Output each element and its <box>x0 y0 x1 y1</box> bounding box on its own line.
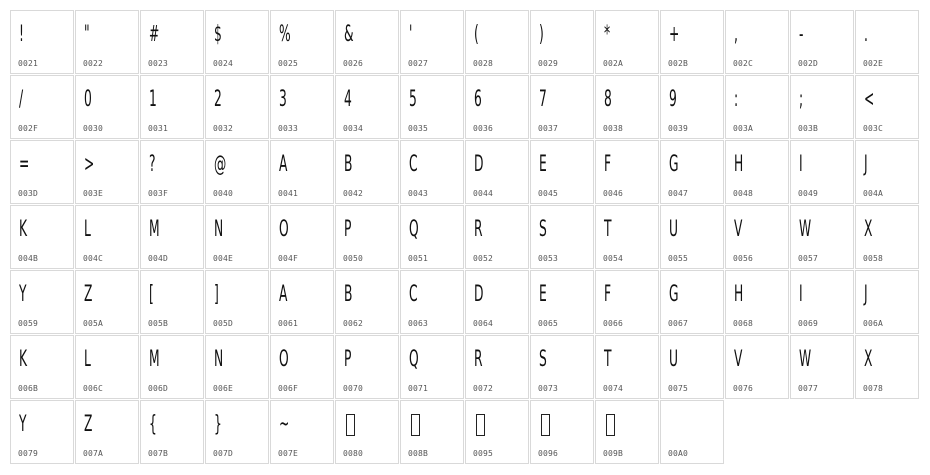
glyph-cell <box>725 140 789 204</box>
glyph-code: 0051 <box>408 254 429 263</box>
glyph-cell <box>400 10 464 74</box>
glyph-cell <box>465 75 529 139</box>
glyph-cell <box>10 400 74 464</box>
glyph-cell <box>205 270 269 334</box>
glyph-cell <box>400 140 464 204</box>
glyph-cell <box>10 10 74 74</box>
glyph-cell <box>790 75 854 139</box>
glyph-cell <box>270 10 334 74</box>
glyph-cell <box>465 335 529 399</box>
glyph-char: , <box>734 22 738 47</box>
glyph-code: 002D <box>798 59 819 68</box>
glyph-code: 0058 <box>863 254 884 263</box>
glyph-char: < <box>864 87 875 112</box>
glyph-code: 0027 <box>408 59 429 68</box>
glyph-char: F <box>604 152 612 177</box>
glyph-cell <box>140 335 204 399</box>
glyph-char: # <box>149 22 160 47</box>
glyph-char: U <box>669 217 678 242</box>
glyph-cell <box>465 400 529 464</box>
glyph-code: 0033 <box>278 124 299 133</box>
glyph-char: ; <box>799 87 804 112</box>
glyph-char: J <box>864 282 868 307</box>
glyph-char: 9 <box>669 87 677 112</box>
glyph-cell <box>10 270 74 334</box>
glyph-cell <box>465 140 529 204</box>
glyph-char: : <box>734 87 739 112</box>
glyph-char: 8 <box>604 87 612 112</box>
glyph-char: " <box>84 22 90 47</box>
glyph-grid <box>10 10 920 465</box>
glyph-cell <box>790 335 854 399</box>
glyph-char: G <box>669 152 679 177</box>
glyph-char: L <box>84 347 91 372</box>
glyph-char: E <box>539 152 547 177</box>
glyph-code: 0063 <box>408 319 429 328</box>
glyph-code: 0036 <box>473 124 494 133</box>
glyph-char: @ <box>214 152 227 177</box>
glyph-cell <box>530 75 594 139</box>
glyph-char: 6 <box>474 87 482 112</box>
glyph-char: T <box>604 217 612 242</box>
glyph-cell <box>725 205 789 269</box>
glyph-code: 005B <box>148 319 169 328</box>
glyph-cell <box>530 10 594 74</box>
glyph-cell <box>660 75 724 139</box>
glyph-cell <box>660 400 724 464</box>
glyph-notdef-box <box>541 414 550 436</box>
glyph-code: 0079 <box>18 449 39 458</box>
glyph-cell <box>530 270 594 334</box>
glyph-cell <box>595 140 659 204</box>
glyph-code: 0045 <box>538 189 559 198</box>
glyph-cell <box>75 335 139 399</box>
glyph-code: 0066 <box>603 319 624 328</box>
glyph-char: O <box>279 217 289 242</box>
glyph-cell <box>335 270 399 334</box>
glyph-char: * <box>604 22 611 47</box>
glyph-code: 0055 <box>668 254 689 263</box>
glyph-cell <box>270 335 334 399</box>
glyph-char: X <box>864 217 873 242</box>
glyph-char: D <box>474 282 484 307</box>
glyph-cell <box>660 10 724 74</box>
glyph-char: M <box>149 217 160 242</box>
glyph-char: ) <box>539 22 544 47</box>
glyph-code: 004E <box>213 254 234 263</box>
glyph-char: / <box>19 87 24 112</box>
glyph-cell <box>530 140 594 204</box>
glyph-code: 0034 <box>343 124 364 133</box>
glyph-cell <box>595 75 659 139</box>
glyph-char: W <box>799 347 812 372</box>
glyph-code: 0032 <box>213 124 234 133</box>
glyph-char: Y <box>19 412 27 437</box>
glyph-code: 0028 <box>473 59 494 68</box>
glyph-cell <box>530 335 594 399</box>
glyph-cell <box>270 75 334 139</box>
glyph-cell <box>335 140 399 204</box>
glyph-code: 006F <box>278 384 299 393</box>
glyph-cell <box>205 10 269 74</box>
glyph-char: H <box>734 282 744 307</box>
glyph-code: 004F <box>278 254 299 263</box>
glyph-code: 007E <box>278 449 299 458</box>
glyph-code: 007D <box>213 449 234 458</box>
glyph-char: I <box>799 152 803 177</box>
glyph-char: S <box>539 347 547 372</box>
glyph-char: O <box>279 347 289 372</box>
glyph-cell <box>10 140 74 204</box>
glyph-cell <box>530 205 594 269</box>
glyph-code: 0044 <box>473 189 494 198</box>
glyph-code: 0068 <box>733 319 754 328</box>
glyph-char: K <box>19 347 28 372</box>
glyph-char: 1 <box>149 87 157 112</box>
glyph-code: 0053 <box>538 254 559 263</box>
glyph-char: D <box>474 152 484 177</box>
glyph-char: A <box>279 152 288 177</box>
glyph-code: 0026 <box>343 59 364 68</box>
glyph-code: 007B <box>148 449 169 458</box>
glyph-code: 0077 <box>798 384 819 393</box>
glyph-cell <box>75 270 139 334</box>
glyph-cell <box>790 10 854 74</box>
glyph-code: 003F <box>148 189 169 198</box>
glyph-code: 0071 <box>408 384 429 393</box>
glyph-notdef-box <box>476 414 485 436</box>
glyph-code: 005A <box>83 319 104 328</box>
glyph-cell <box>335 335 399 399</box>
glyph-notdef-box <box>346 414 355 436</box>
glyph-cell <box>400 75 464 139</box>
glyph-char: C <box>409 152 418 177</box>
glyph-code: 0046 <box>603 189 624 198</box>
glyph-char: Z <box>84 282 93 307</box>
glyph-char: V <box>734 217 743 242</box>
glyph-char: { <box>149 412 157 437</box>
glyph-char: = <box>19 152 30 177</box>
glyph-cell <box>270 140 334 204</box>
glyph-code: 0025 <box>278 59 299 68</box>
glyph-code: 0064 <box>473 319 494 328</box>
glyph-char: B <box>344 152 353 177</box>
glyph-char: Q <box>409 347 419 372</box>
glyph-cell <box>205 335 269 399</box>
glyph-cell <box>660 205 724 269</box>
glyph-cell <box>140 400 204 464</box>
glyph-char: H <box>734 152 744 177</box>
glyph-char: ~ <box>279 412 290 437</box>
glyph-code: 0041 <box>278 189 299 198</box>
glyph-cell <box>595 10 659 74</box>
glyph-cell <box>400 205 464 269</box>
glyph-code: 0057 <box>798 254 819 263</box>
glyph-char: 5 <box>409 87 417 112</box>
glyph-code: 0049 <box>798 189 819 198</box>
glyph-char: G <box>669 282 679 307</box>
glyph-code: 0023 <box>148 59 169 68</box>
glyph-char: 0 <box>84 87 92 112</box>
glyph-char: ! <box>19 22 24 47</box>
glyph-code: 0065 <box>538 319 559 328</box>
glyph-char: $ <box>214 22 222 47</box>
glyph-cell <box>10 335 74 399</box>
glyph-char: ] <box>214 282 219 307</box>
glyph-code: 0043 <box>408 189 429 198</box>
glyph-code: 0042 <box>343 189 364 198</box>
glyph-code: 0067 <box>668 319 689 328</box>
glyph-char: C <box>409 282 418 307</box>
glyph-char: } <box>214 412 222 437</box>
glyph-char: X <box>864 347 873 372</box>
glyph-char: . <box>864 22 868 47</box>
glyph-char: W <box>799 217 812 242</box>
glyph-code: 004B <box>18 254 39 263</box>
glyph-char: P <box>344 347 352 372</box>
glyph-cell <box>725 270 789 334</box>
glyph-cell <box>855 75 919 139</box>
glyph-char: 2 <box>214 87 222 112</box>
glyph-char: 7 <box>539 87 547 112</box>
glyph-cell <box>595 400 659 464</box>
glyph-code: 0059 <box>18 319 39 328</box>
glyph-code: 003A <box>733 124 754 133</box>
glyph-cell <box>10 75 74 139</box>
glyph-code: 002B <box>668 59 689 68</box>
glyph-code: 0096 <box>538 449 559 458</box>
glyph-cell <box>140 270 204 334</box>
glyph-code: 0070 <box>343 384 364 393</box>
glyph-code: 0061 <box>278 319 299 328</box>
glyph-cell <box>855 205 919 269</box>
glyph-cell <box>400 335 464 399</box>
glyph-code: 0037 <box>538 124 559 133</box>
glyph-cell <box>75 140 139 204</box>
glyph-code: 004D <box>148 254 169 263</box>
glyph-char: 4 <box>344 87 352 112</box>
glyph-cell <box>855 335 919 399</box>
glyph-char: B <box>344 282 353 307</box>
glyph-code: 0062 <box>343 319 364 328</box>
glyph-char: 3 <box>279 87 287 112</box>
glyph-cell <box>790 140 854 204</box>
glyph-code: 002A <box>603 59 624 68</box>
glyph-code: 003E <box>83 189 104 198</box>
glyph-code: 0029 <box>538 59 559 68</box>
glyph-cell <box>270 400 334 464</box>
glyph-char: - <box>799 22 804 47</box>
glyph-char: J <box>864 152 868 177</box>
glyph-code: 0050 <box>343 254 364 263</box>
glyph-cell <box>465 10 529 74</box>
glyph-char: Y <box>19 282 27 307</box>
glyph-code: 0073 <box>538 384 559 393</box>
glyph-cell <box>140 205 204 269</box>
glyph-cell <box>855 140 919 204</box>
glyph-char: & <box>344 22 354 47</box>
glyph-cell <box>400 270 464 334</box>
glyph-cell <box>140 140 204 204</box>
glyph-code: 003D <box>18 189 39 198</box>
glyph-char: E <box>539 282 547 307</box>
glyph-code: 003B <box>798 124 819 133</box>
glyph-cell <box>660 270 724 334</box>
glyph-code: 003C <box>863 124 884 133</box>
glyph-cell <box>10 205 74 269</box>
glyph-code: 006C <box>83 384 104 393</box>
glyph-cell <box>855 270 919 334</box>
glyph-code: 004C <box>83 254 104 263</box>
glyph-char: ( <box>474 22 479 47</box>
glyph-code: 0080 <box>343 449 364 458</box>
glyph-cell <box>205 140 269 204</box>
glyph-cell <box>725 335 789 399</box>
glyph-cell <box>205 400 269 464</box>
glyph-cell <box>140 75 204 139</box>
glyph-code: 0095 <box>473 449 494 458</box>
glyph-code: 006E <box>213 384 234 393</box>
glyph-cell <box>270 205 334 269</box>
glyph-code: 002E <box>863 59 884 68</box>
glyph-cell <box>725 10 789 74</box>
glyph-code: 0022 <box>83 59 104 68</box>
glyph-code: 008B <box>408 449 429 458</box>
glyph-char: R <box>474 347 483 372</box>
glyph-cell <box>595 205 659 269</box>
glyph-code: 002C <box>733 59 754 68</box>
glyph-code: 0040 <box>213 189 234 198</box>
glyph-cell <box>660 335 724 399</box>
glyph-cell <box>725 75 789 139</box>
glyph-cell <box>205 205 269 269</box>
glyph-cell <box>465 205 529 269</box>
glyph-code: 0072 <box>473 384 494 393</box>
glyph-char: % <box>279 22 291 47</box>
glyph-cell <box>790 205 854 269</box>
glyph-code: 0075 <box>668 384 689 393</box>
glyph-cell <box>75 205 139 269</box>
glyph-cell <box>335 205 399 269</box>
glyph-char: K <box>19 217 28 242</box>
glyph-char: L <box>84 217 91 242</box>
glyph-code: 0035 <box>408 124 429 133</box>
glyph-code: 0052 <box>473 254 494 263</box>
glyph-char: N <box>214 217 224 242</box>
glyph-cell <box>335 75 399 139</box>
glyph-code: 0047 <box>668 189 689 198</box>
glyph-char: Z <box>84 412 93 437</box>
glyph-notdef-box <box>411 414 420 436</box>
glyph-code: 006B <box>18 384 39 393</box>
glyph-code: 0039 <box>668 124 689 133</box>
glyph-code: 0054 <box>603 254 624 263</box>
glyph-code: 009B <box>603 449 624 458</box>
glyph-code: 005D <box>213 319 234 328</box>
glyph-char: S <box>539 217 547 242</box>
glyph-code: 00A0 <box>668 449 689 458</box>
glyph-code: 0056 <box>733 254 754 263</box>
glyph-char: P <box>344 217 352 242</box>
glyph-cell <box>75 10 139 74</box>
glyph-code: 0038 <box>603 124 624 133</box>
glyph-notdef-box <box>606 414 615 436</box>
glyph-code: 0031 <box>148 124 169 133</box>
glyph-code: 004A <box>863 189 884 198</box>
glyph-char: R <box>474 217 483 242</box>
glyph-char: N <box>214 347 224 372</box>
glyph-code: 006A <box>863 319 884 328</box>
glyph-cell <box>595 335 659 399</box>
glyph-code: 007A <box>83 449 104 458</box>
glyph-cell <box>855 10 919 74</box>
glyph-char: + <box>669 22 680 47</box>
glyph-code: 0074 <box>603 384 624 393</box>
glyph-char: Q <box>409 217 419 242</box>
glyph-cell <box>205 75 269 139</box>
glyph-code: 0030 <box>83 124 104 133</box>
glyph-char: A <box>279 282 288 307</box>
glyph-char: ? <box>149 152 156 177</box>
glyph-code: 006D <box>148 384 169 393</box>
glyph-cell <box>595 270 659 334</box>
glyph-code: 0021 <box>18 59 39 68</box>
glyph-cell <box>530 400 594 464</box>
glyph-code: 0078 <box>863 384 884 393</box>
glyph-cell <box>790 270 854 334</box>
glyph-char: > <box>84 152 95 177</box>
glyph-code: 0069 <box>798 319 819 328</box>
glyph-code: 0024 <box>213 59 234 68</box>
glyph-char: [ <box>149 282 154 307</box>
glyph-cell <box>140 10 204 74</box>
glyph-cell <box>660 140 724 204</box>
glyph-cell <box>335 10 399 74</box>
glyph-char: I <box>799 282 803 307</box>
glyph-code: 0048 <box>733 189 754 198</box>
glyph-char: F <box>604 282 612 307</box>
glyph-char: M <box>149 347 160 372</box>
glyph-cell <box>270 270 334 334</box>
glyph-cell <box>335 400 399 464</box>
glyph-cell <box>400 400 464 464</box>
glyph-code: 002F <box>18 124 39 133</box>
glyph-char: ' <box>409 22 413 47</box>
glyph-char: T <box>604 347 612 372</box>
glyph-cell <box>465 270 529 334</box>
glyph-cell <box>75 75 139 139</box>
glyph-char: V <box>734 347 743 372</box>
glyph-cell <box>75 400 139 464</box>
glyph-code: 0076 <box>733 384 754 393</box>
glyph-char: U <box>669 347 678 372</box>
